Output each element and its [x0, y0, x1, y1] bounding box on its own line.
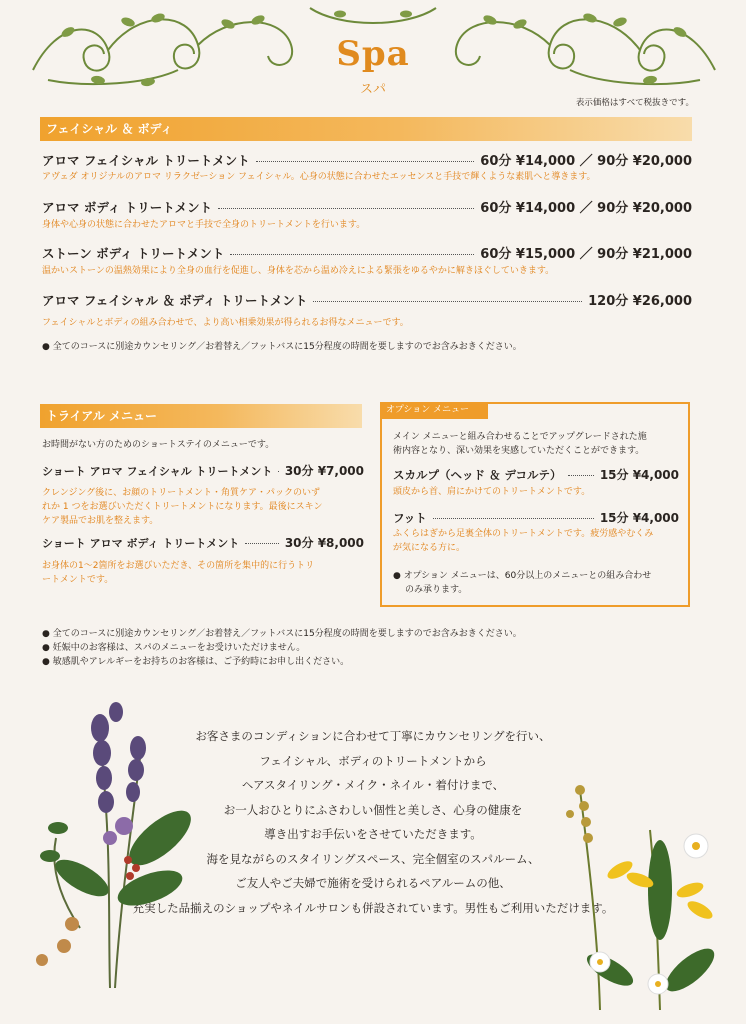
menu-item-description	[42, 559, 372, 587]
description-line: ケア製品でお肌を整えます。	[42, 516, 159, 526]
option-intro	[393, 430, 685, 458]
leader-dots	[433, 518, 594, 519]
description-line: 頭皮から首、肩にかけてのトリートメントです。	[393, 487, 591, 497]
description-line: クレンジング後に、お顔のトリートメント・角質ケア・パックのいず	[42, 488, 321, 498]
leader-dots	[230, 254, 474, 255]
menu-item-price: 30分 ¥7,000	[284, 464, 364, 478]
closing-line: 海を見ながらのスタイリングスペース、完全個室のスパルーム、	[206, 851, 540, 866]
menu-item	[42, 462, 364, 479]
trial-intro: お時間がない方のためのショートステイのメニューです。	[42, 440, 275, 450]
menu-item-price: 120分 ¥26,000	[588, 294, 692, 309]
menu-item-name: アロマ ボディ トリートメント	[42, 200, 213, 215]
menu-item-price: 30分 ¥8,000	[284, 536, 364, 550]
menu-item-name: フット	[393, 511, 427, 525]
general-notes	[42, 627, 702, 669]
closing-line: ヘアスタイリング・メイク・ネイル・着付けまで、	[241, 778, 505, 792]
description-line: が気になる方に。	[393, 543, 466, 553]
description-line: れか 1 つをお選びいただくトリートメントになります。最後にスキン	[42, 502, 323, 512]
menu-item	[42, 243, 692, 262]
menu-item-description	[393, 527, 685, 555]
menu-item-price: 15分 ¥4,000	[599, 511, 679, 525]
closing-line: フェイシャル、ボディのトリートメントから	[259, 753, 487, 768]
menu-item-description: アヴェダ オリジナルのアロマ リラクゼーション フェイシャル。心身の状態に合わせたエッセンスと手技で輝くような素肌へと導きます。	[42, 172, 596, 182]
menu-item-name: ショート アロマ ボディ トリートメント	[42, 537, 240, 550]
page-title: Spa	[336, 34, 410, 74]
menu-item	[42, 534, 364, 551]
closing-line: 充実した品揃えのショップやネイルサロンも併設されています。男性もご利用いただけます。	[132, 900, 614, 915]
menu-item	[393, 509, 679, 526]
leader-dots	[568, 475, 594, 476]
tax-note: 表示価格はすべて税抜きです。	[575, 98, 694, 108]
menu-item	[42, 150, 692, 169]
section-note: ● 全てのコースに別途カウンセリング／お着替え／フットバスに15分程度の時間を要しますのでお含みおきください。	[42, 342, 522, 352]
closing-line: お一人おひとりにふさわしい個性と美しさ、心身の健康を	[223, 802, 523, 817]
menu-item-description	[393, 485, 685, 499]
leader-dots	[218, 208, 474, 209]
option-intro-line: 術内容となり、深い効果を実感していただくことができます。	[393, 446, 645, 456]
closing-line: 導き出すお手伝いをさせていただきます。	[264, 827, 482, 841]
menu-item	[42, 290, 692, 309]
description-line: ートメントです。	[42, 575, 114, 585]
page-subtitle: スパ	[359, 82, 386, 97]
section-header-trial: トライアル メニュー	[40, 404, 362, 428]
general-note: ● 敏感肌やアレルギーをお持ちのお客様は、ご予約時にお申し出ください。	[42, 657, 350, 667]
leader-dots	[256, 161, 475, 162]
menu-item-name: アロマ フェイシャル ＆ ボディ トリートメント	[42, 293, 308, 308]
description-line: ふくらはぎから足裏全体のトリートメントです。疲労感やむくみ	[393, 529, 654, 539]
menu-item-name: スカルプ（ヘッド ＆ デコルテ）	[393, 468, 562, 482]
menu-item-name: ストーン ボディ トリートメント	[42, 246, 225, 261]
general-note: ● 妊娠中のお客様は、スパのメニューをお受けいただけません。	[42, 643, 306, 653]
menu-item	[42, 197, 692, 216]
option-note-line: ● オプション メニューは、60分以上のメニューとの組み合わせ	[393, 571, 652, 581]
option-note-line: のみ承ります。	[405, 585, 468, 595]
menu-item-description: 温かいストーンの温熱効果により全身の血行を促進し、身体を芯から温め冷えによる緊張をゆるやかに解きほぐしていきます。	[42, 266, 555, 276]
option-intro-line: メイン メニューと組み合わせることでアップグレードされた施	[393, 432, 647, 442]
leader-dots	[245, 543, 279, 544]
menu-item-description: 身体や心身の状態に合わせたアロマと手技で全身のトリートメントを行います。	[42, 220, 366, 230]
menu-item-price: 15分 ¥4,000	[599, 468, 679, 482]
menu-item-price: 60分 ¥14,000 ／ 90分 ¥20,000	[480, 154, 692, 169]
closing-line: ご友人やご夫婦で施術を受けられるペアルームの他、	[235, 876, 511, 890]
menu-item	[393, 466, 679, 483]
menu-item-name: ショート アロマ フェイシャル トリートメント	[42, 465, 273, 478]
option-note	[393, 569, 685, 597]
menu-item-price: 60分 ¥14,000 ／ 90分 ¥20,000	[480, 201, 692, 216]
vine-ornament-center	[300, 0, 446, 30]
yellow-flower-illustration	[540, 770, 740, 1020]
leader-dots	[313, 301, 582, 302]
section-header-facial-body: フェイシャル ＆ ボディ	[40, 117, 692, 141]
menu-item-description: フェイシャルとボディの組み合わせで、より高い相乗効果が得られるお得なメニューです。	[42, 318, 409, 328]
general-note: ● 全てのコースに別途カウンセリング／お着替え／フットバスに15分程度の時間を要しますのでお含みおきください。	[42, 629, 522, 639]
lavender-illustration	[20, 698, 210, 998]
description-line: お身体の1～2箇所をお選びいただき、その箇所を集中的に行うトリ	[42, 561, 315, 571]
menu-item-name: アロマ フェイシャル トリートメント	[42, 153, 250, 168]
closing-line: お客さまのコンディションに合わせて丁寧にカウンセリングを行い、	[195, 729, 551, 743]
section-header-option: オプション メニュー	[380, 402, 488, 419]
menu-item-description	[42, 486, 372, 528]
menu-item-price: 60分 ¥15,000 ／ 90分 ¥21,000	[480, 247, 692, 262]
